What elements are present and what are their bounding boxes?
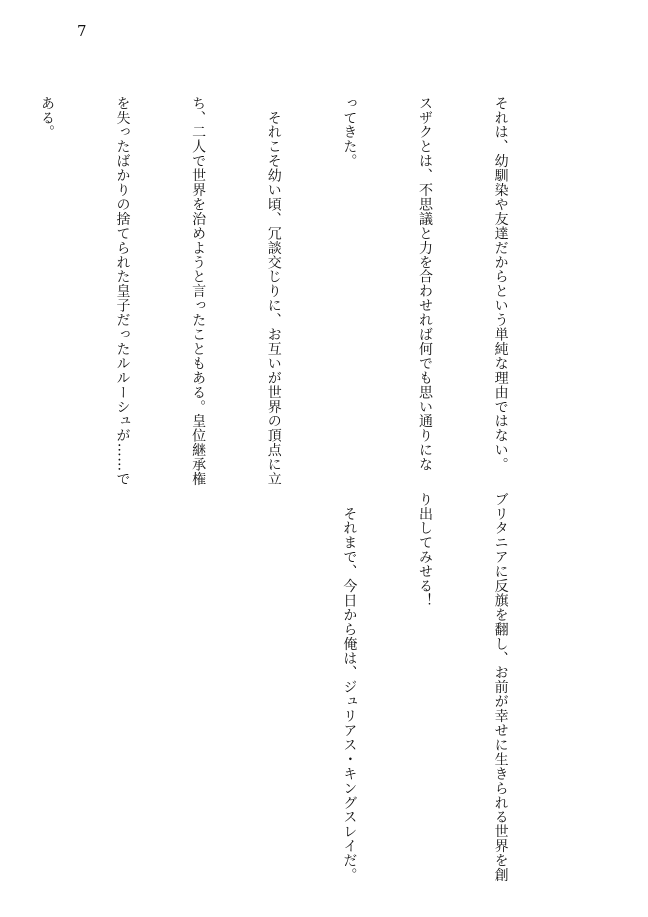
text-line: ブリタニアに反旗を翻し、お前が幸せに生きられる世界を創 xyxy=(492,492,509,883)
text-line: それは、幼馴染や友達だからという単純な理由ではない。 xyxy=(492,96,509,472)
text-line: ある。 xyxy=(38,96,55,140)
text-line: ち、二人で世界を治めようと言ったこともある。皇位継承権 xyxy=(190,96,207,487)
text-line: を失ったばかりの捨てられた皇子だったルルーシュが……で xyxy=(114,96,131,487)
upper-text-block xyxy=(0,96,563,487)
text-line: それこそ幼い頃、冗談交じりに、お互いが世界の頂点に立 xyxy=(265,96,282,487)
text-line: それまで、今日から俺は、ジュリアス・キングスレイだ。 xyxy=(341,492,358,883)
text-line: ってきた。 xyxy=(341,96,358,169)
text-line: り出してみせる！ xyxy=(416,492,433,608)
lower-text-block xyxy=(286,492,563,883)
page-number: 7 xyxy=(77,22,87,40)
text-line: スザクとは、不思議と力を合わせれば何でも思い通りにな xyxy=(416,96,433,472)
